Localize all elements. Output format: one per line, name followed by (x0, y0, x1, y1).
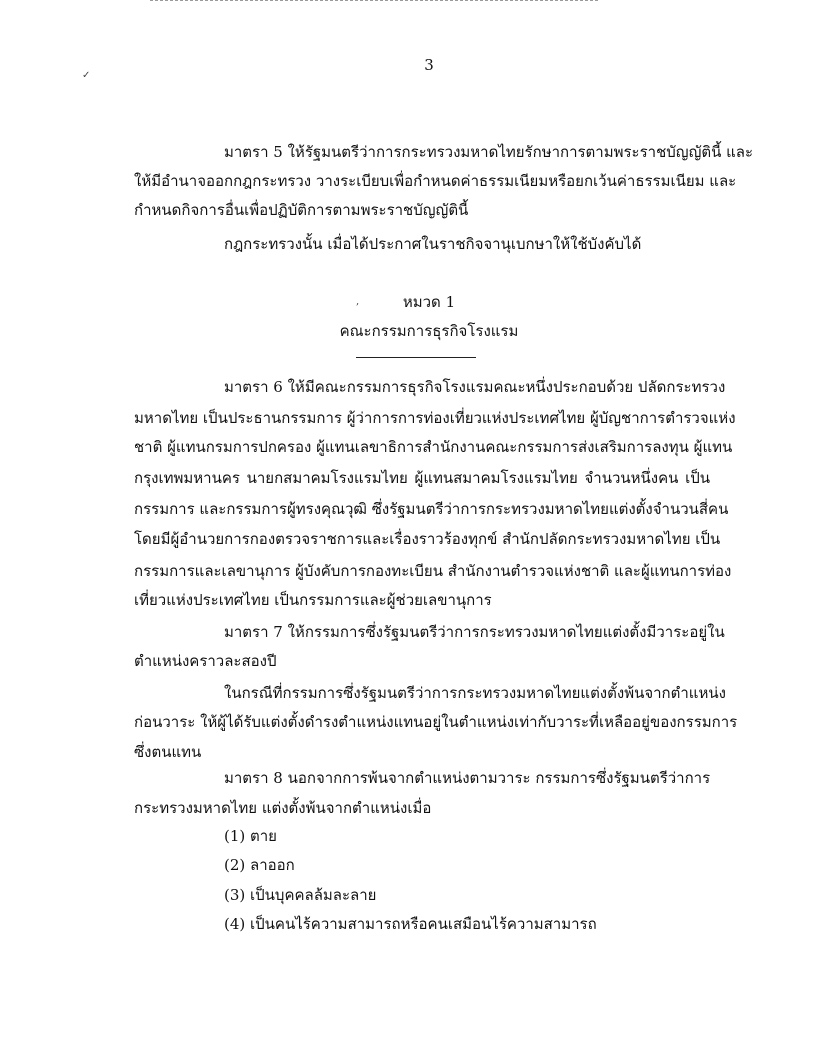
section-6-line: กรรมการ และกรรมการผู้ทรงคุณวุฒิ ซึ่งรัฐมนตรีว่าการกระทรวงมหาดไทยแต่งตั้งจำนวนสี่คน (134, 500, 729, 518)
section-7-line: ตำแหน่งคราวละสองปี (134, 652, 277, 670)
section-7-line: ซึ่งตนแทน (134, 743, 202, 761)
page-number: 3 (424, 56, 434, 74)
section-8-item: (4) เป็นคนไร้ความสามารถหรือคนเสมือนไร้ความสามารถ (224, 915, 597, 933)
section-7-line: มาตรา 7 ให้กรรมการซึ่งรัฐมนตรีว่าการกระทรวงมหาดไทยแต่งตั้งมีวาระอยู่ใน (224, 623, 725, 641)
section-5-line: มาตรา 5 ให้รัฐมนตรีว่าการกระทรวงมหาดไทยรักษาการตามพระราชบัญญัตินี้ และ (224, 143, 754, 161)
section-8-line: กระทรวงมหาดไทย แต่งตั้งพ้นจากตำแหน่งเมื่อ (134, 799, 432, 817)
section-6-line: มาตรา 6 ให้มีคณะกรรมการธุรกิจโรงแรมคณะหนึ่งประกอบด้วย ปลัดกระทรวง (224, 378, 726, 396)
chapter-number: หมวด 1 (402, 293, 456, 311)
scan-speck: ✓ (82, 70, 91, 81)
section-8-item: (2) ลาออก (224, 856, 295, 874)
section-8-line: มาตรา 8 นอกจากการพ้นจากตำแหน่งตามวาระ กรรมการซึ่งรัฐมนตรีว่าการ (224, 769, 711, 787)
section-6-line: เที่ยวแห่งประเทศไทย เป็นกรรมการและผู้ช่วยเลขานุการ (134, 591, 492, 609)
chapter-title: คณะกรรมการธุรกิจโรงแรม (339, 322, 519, 340)
scan-speck: , (356, 296, 360, 307)
section-7-line: ก่อนวาระ ให้ผู้ได้รับแต่งตั้งดำรงตำแหน่งแทนอยู่ในตำแหน่งเท่ากับวาระที่เหลืออยู่ของกรรมการ (134, 713, 738, 731)
section-8-item: (1) ตาย (224, 827, 277, 845)
section-7-line: ในกรณีที่กรรมการซึ่งรัฐมนตรีว่าการกระทรวงมหาดไทยแต่งตั้งพ้นจากตำแหน่ง (224, 684, 726, 702)
section-6-line: กรรมการและเลขานุการ ผู้บังคับการกองทะเบียน สำนักงานตำรวจแห่งชาติ และผู้แทนการท่อง (134, 562, 732, 580)
section-5-line: กำหนดกิจการอื่นเพื่อปฏิบัติการตามพระราชบัญญัตินี้ (134, 201, 469, 219)
section-6-line: ชาติ ผู้แทนกรมการปกครอง ผู้แทนเลขาธิการสำนักงานคณะกรรมการส่งเสริมการลงทุน ผู้แทน (134, 438, 733, 456)
top-scan-rule (150, 0, 598, 1)
section-8-item: (3) เป็นบุคคลล้มละลาย (224, 886, 377, 904)
section-6-line: กรุงเทพมหานคร นายกสมาคมโรงแรมไทย ผู้แทนสมาคมโรงแรมไทย จำนวนหนึ่งคน เป็น (134, 469, 710, 487)
section-6-line: โดยมีผู้อำนวยการกองตรวจราชการและเรื่องราวร้องทุกข์ สำนักปลัดกระทรวงมหาดไทย เป็น (134, 530, 721, 548)
section-5-line: กฎกระทรวงนั้น เมื่อได้ประกาศในราชกิจจานุเบกษาให้ใช้บังคับได้ (224, 235, 642, 253)
chapter-underline (356, 357, 476, 358)
section-6-line: มหาดไทย เป็นประธานกรรมการ ผู้ว่าการการท่องเที่ยวแห่งประเทศไทย ผู้บัญชาการตำรวจแห่ง (134, 409, 736, 427)
section-5-line: ให้มีอำนาจออกกฎกระทรวง วางระเบียบเพื่อกำหนดค่าธรรมเนียมหรือยกเว้นค่าธรรมเนียม และ (134, 172, 737, 190)
